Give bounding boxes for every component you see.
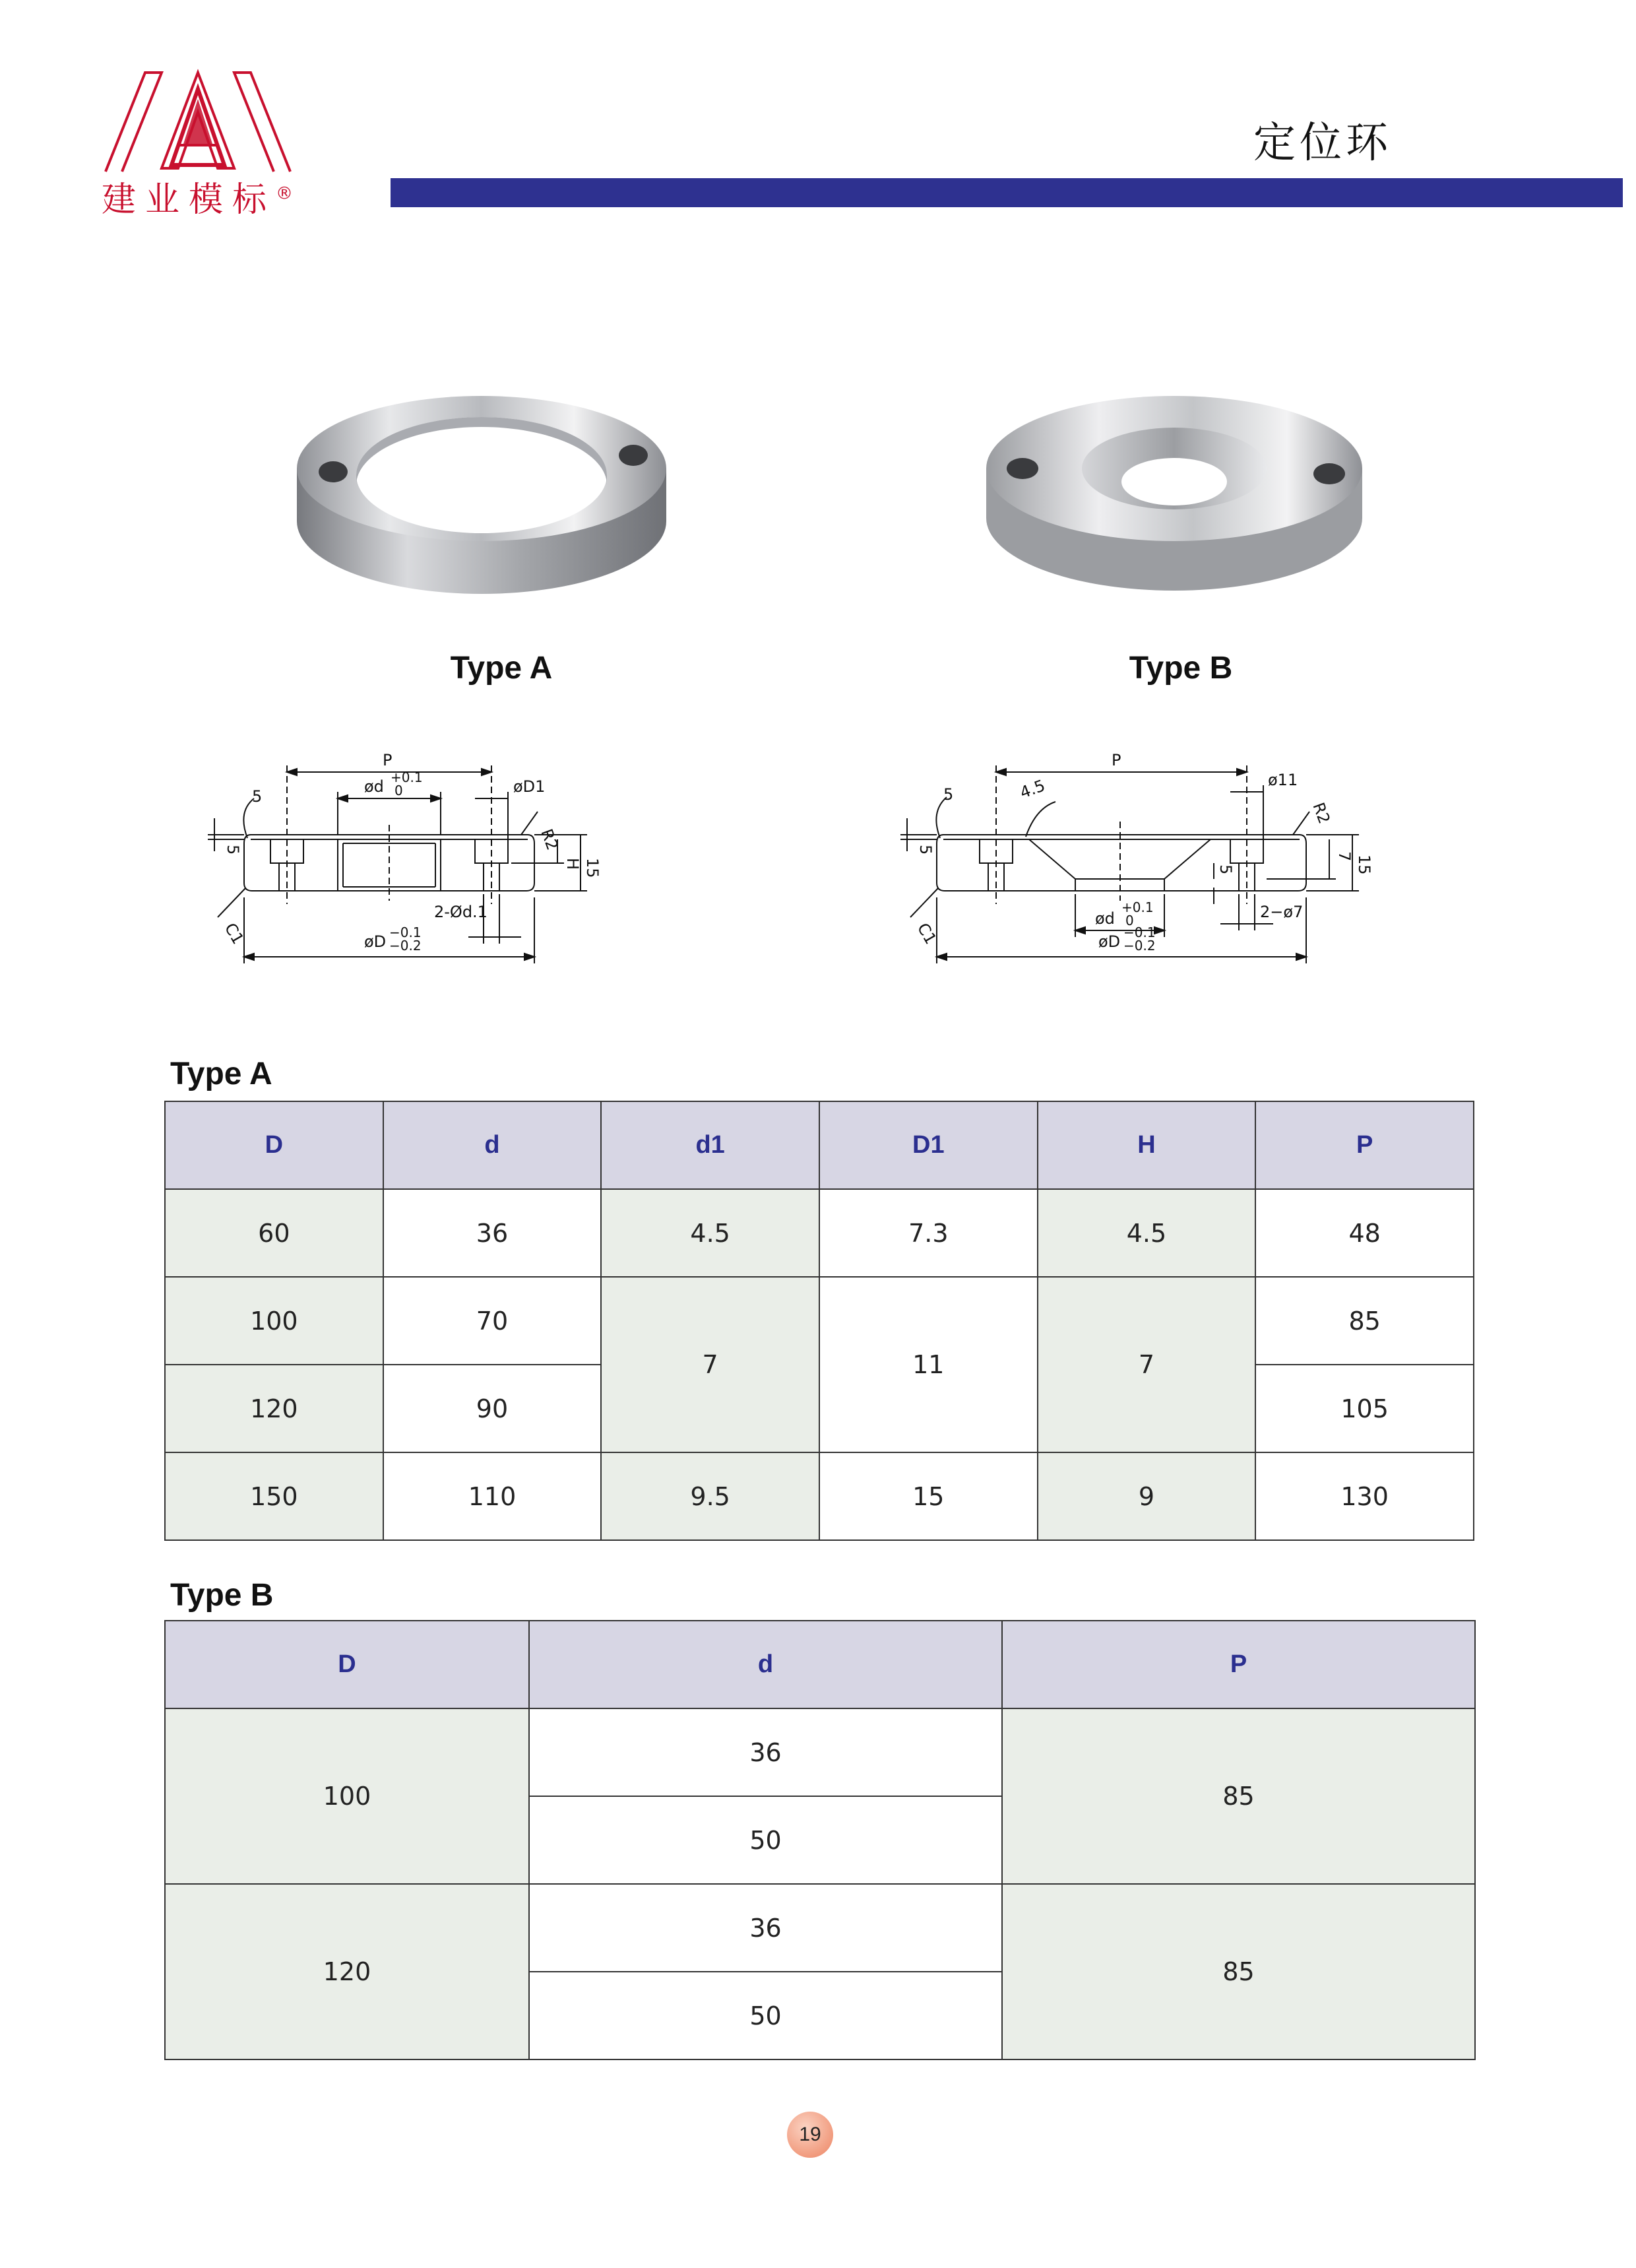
cell-P: 130 [1255, 1452, 1474, 1540]
table-row [165, 1884, 1475, 1972]
cell-D: 120 [165, 1884, 529, 2059]
drawing-b-c1-label: C1 [913, 920, 941, 948]
table-a-label: Type A [170, 1056, 272, 1091]
drawing-b-p-label: P [1112, 751, 1121, 769]
table-b-label: Type B [170, 1578, 274, 1613]
drawing-b-angle45-label: 4.5 [1017, 776, 1048, 802]
cell-H: 4.5 [1038, 1189, 1256, 1277]
cell-d: 50 [529, 1796, 1002, 1884]
registered-mark: ® [276, 183, 294, 204]
cell-P: 48 [1255, 1189, 1474, 1277]
table-row [165, 1708, 1475, 1796]
drawing-b-15-label: 15 [1355, 855, 1373, 875]
cell-d: 110 [383, 1452, 602, 1540]
brand-logo [99, 59, 317, 218]
cell-d: 50 [529, 1972, 1002, 2059]
cell-D1: 15 [819, 1452, 1038, 1540]
cell-H: 7 [1038, 1277, 1256, 1452]
col-header-H: H [1038, 1101, 1256, 1189]
drawing-b-bigd-tol-bottom: −0.2 [1123, 938, 1156, 954]
cell-d1: 9.5 [601, 1452, 819, 1540]
cell-P: 85 [1255, 1277, 1474, 1365]
page-title: 定位环 [1253, 119, 1392, 168]
cell-d: 70 [383, 1277, 602, 1365]
cell-D: 60 [165, 1189, 383, 1277]
cell-d: 90 [383, 1365, 602, 1452]
logo-a-mark-icon [99, 59, 297, 178]
drawing-a-d1-label: øD1 [513, 777, 546, 796]
cell-P: 85 [1002, 1708, 1475, 1884]
drawing-b-d-tol-bottom: 0 [1125, 913, 1134, 928]
drawing-a-bigd-tol-bottom: −0.2 [389, 938, 422, 954]
drawing-a-p-label: P [383, 751, 393, 769]
table-row [165, 1452, 1474, 1540]
drawing-b-angle5-label: 5 [943, 785, 954, 804]
type-a-ring-photo [284, 370, 679, 607]
cell-d1: 7 [601, 1277, 819, 1452]
drawing-b-d11-label: ø11 [1268, 771, 1298, 789]
cell-d: 36 [383, 1189, 602, 1277]
drawing-a-bigd-symbol: øD [364, 932, 387, 951]
cell-D: 150 [165, 1452, 383, 1540]
col-header-P: P [1002, 1621, 1475, 1708]
cell-P: 105 [1255, 1365, 1474, 1452]
cell-P: 85 [1002, 1884, 1475, 2059]
type-a-drawing [191, 739, 785, 977]
cell-D: 100 [165, 1708, 529, 1884]
cell-d: 36 [529, 1708, 1002, 1796]
col-header-P: P [1255, 1101, 1474, 1189]
col-header-d: d [529, 1621, 1002, 1708]
col-header-d: d [383, 1101, 602, 1189]
table-row [165, 1277, 1474, 1365]
drawing-a-h-label: H [563, 858, 582, 870]
drawing-a-r2-label: R2 [537, 826, 562, 853]
brand-name: 建业模标® [102, 180, 294, 220]
type-b-ring-photo [976, 370, 1372, 607]
cell-D: 120 [165, 1365, 383, 1452]
table-header-row [165, 1101, 1474, 1189]
cell-D: 100 [165, 1277, 383, 1365]
drawing-a-15-label: 15 [583, 858, 602, 878]
col-header-D1: D1 [819, 1101, 1038, 1189]
drawing-b-bigd-symbol: øD [1098, 932, 1121, 951]
drawing-b-5-label: 5 [916, 845, 935, 855]
col-header-D: D [165, 1101, 383, 1189]
drawing-b-d-symbol: ød [1095, 909, 1115, 928]
type-b-drawing [877, 739, 1471, 977]
title-bar [391, 178, 1623, 207]
drawing-a-c1-label: C1 [220, 920, 248, 948]
cell-D1: 11 [819, 1277, 1038, 1452]
drawing-a-d-symbol: ød [364, 777, 384, 796]
cell-d: 36 [529, 1884, 1002, 1972]
drawing-b-inner5-label: 5 [1216, 864, 1235, 875]
col-header-D: D [165, 1621, 529, 1708]
drawing-a-d-tol-top: +0.1 [391, 769, 423, 785]
drawing-b-d-tol-top: +0.1 [1121, 899, 1154, 915]
type-a-spec-table [164, 1101, 1474, 1541]
page-number: 19 [787, 2112, 833, 2158]
drawing-a-holes-label: 2-Ød.1 [434, 903, 488, 921]
cell-H: 9 [1038, 1452, 1256, 1540]
cell-d1: 4.5 [601, 1189, 819, 1277]
type-a-caption: Type A [450, 651, 553, 686]
drawing-b-r2-label: R2 [1309, 800, 1334, 827]
type-b-caption: Type B [1129, 651, 1233, 686]
cell-D1: 7.3 [819, 1189, 1038, 1277]
drawing-a-bigd-tol-top: −0.1 [389, 924, 422, 940]
type-b-spec-table [164, 1620, 1476, 2060]
drawing-a-d-tol-bottom: 0 [394, 783, 403, 798]
col-header-d1: d1 [601, 1101, 819, 1189]
table-row [165, 1189, 1474, 1277]
drawing-b-bigd-tol-top: −0.1 [1123, 924, 1156, 940]
drawing-a-angle-label: 5 [252, 787, 263, 806]
drawing-a-5-label: 5 [224, 845, 242, 855]
drawing-b-7-label: 7 [1335, 851, 1354, 862]
drawing-b-holes-label: 2−ø7 [1260, 903, 1304, 921]
table-header-row [165, 1621, 1475, 1708]
